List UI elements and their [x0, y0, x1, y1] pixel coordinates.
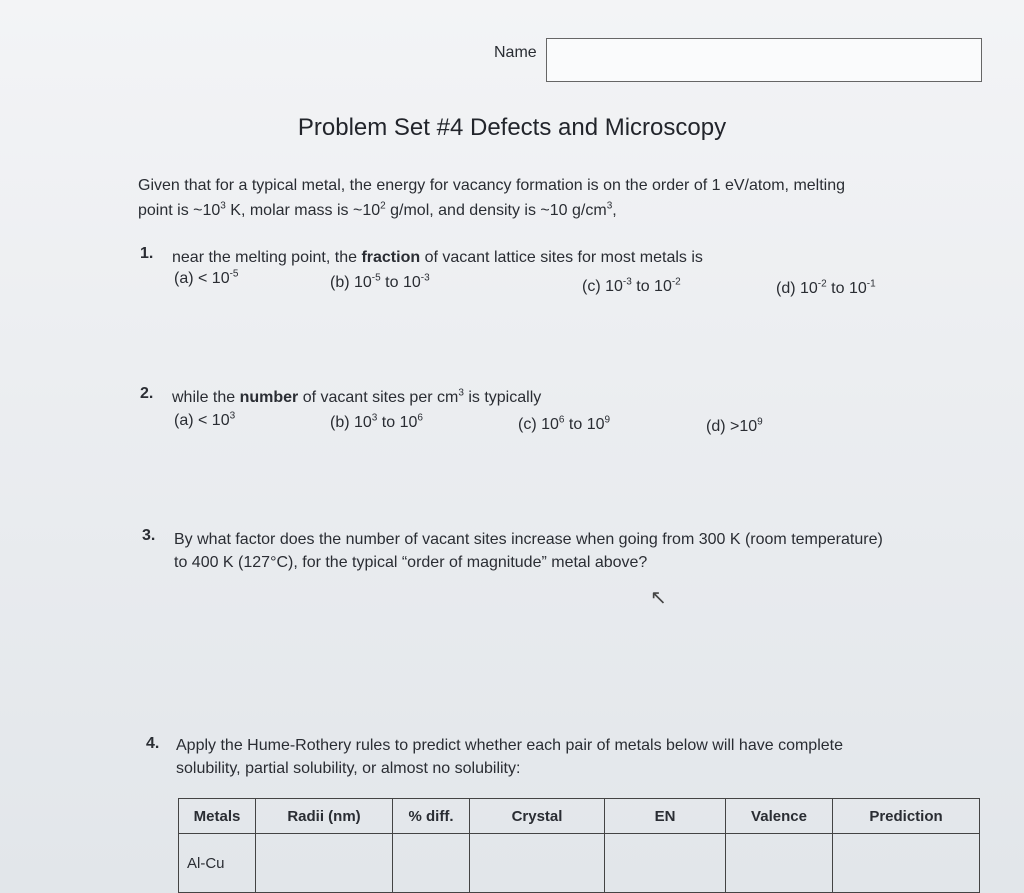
question-3-number: 3. — [142, 527, 156, 544]
q1-option-b: (b) $10^{-5}$ to $10^{-3}$ — [330, 272, 430, 291]
intro-paragraph — [138, 173, 958, 223]
table-row — [179, 834, 980, 893]
mouse-pointer-icon: ↖ — [650, 587, 667, 609]
cell-prediction[interactable] — [833, 834, 980, 893]
q2-option-b: (b) $10^3$ to $10^6$ — [330, 412, 423, 431]
col-prediction: Prediction — [833, 799, 980, 834]
q2-option-d: $(d) >10^9$ — [706, 416, 763, 435]
q1-option-d: (d) $10^{-2}$ to $10^{-1}$ — [776, 278, 876, 297]
cell-en[interactable] — [605, 834, 726, 893]
table-header-row — [179, 799, 980, 834]
question-3-line-1: By what factor does the number of vacant sites increase when going from 300 K (room temperature) — [174, 531, 883, 548]
intro-line-1: Given that for a typical metal, the energy for vacancy formation is on the order of 1 eV/atom, melting — [138, 177, 846, 194]
q2-option-a: $(a) < 10^3$ — [174, 410, 236, 429]
col-percent-diff: % diff. — [393, 799, 470, 834]
question-2-number: 2. — [140, 385, 154, 402]
q1-option-c: (c) $10^{-3}$ to $10^{-2}$ — [582, 276, 681, 295]
question-1-text: near the melting point, the fraction of vacant lattice sites for most metals is — [172, 249, 703, 266]
q2-option-c: (c) $10^6$ to $10^9$ — [518, 414, 611, 433]
page-title: Problem Set #4 Defects and Microscopy — [297, 114, 727, 141]
cell-crystal[interactable] — [470, 834, 605, 893]
q1-option-a: $(a) < 10^{-5}$ — [174, 268, 239, 287]
question-4-number: 4. — [146, 735, 160, 752]
name-label: Name — [494, 44, 537, 61]
cell-percent-diff[interactable] — [393, 834, 470, 893]
col-en: EN — [605, 799, 726, 834]
intro-line-2: point is $\sim 10^3$ K, molar mass is $\sim 10^2$ g/mol, and density is ~10 $g/cm^3$, — [138, 200, 617, 219]
name-field[interactable] — [546, 38, 982, 82]
col-valence: Valence — [726, 799, 833, 834]
cell-radii[interactable] — [256, 834, 393, 893]
cell-metals: Al-Cu — [179, 834, 256, 893]
col-crystal: Crystal — [470, 799, 605, 834]
question-2-text: while the number of vacant sites per $cm^3$ is typically — [172, 387, 542, 406]
question-3-line-2: to 400 K (127°C), for the typical “order of magnitude” metal above? — [174, 554, 648, 571]
question-4-line-2: solubility, partial solubility, or almost no solubility: — [176, 760, 521, 777]
question-4-line-1: Apply the Hume-Rothery rules to predict whether each pair of metals below will have complete — [176, 737, 843, 754]
col-radii: Radii (nm) — [256, 799, 393, 834]
hume-rothery-table — [178, 798, 980, 893]
cell-valence[interactable] — [726, 834, 833, 893]
col-metals: Metals — [179, 799, 256, 834]
question-1-number: 1. — [140, 245, 154, 262]
